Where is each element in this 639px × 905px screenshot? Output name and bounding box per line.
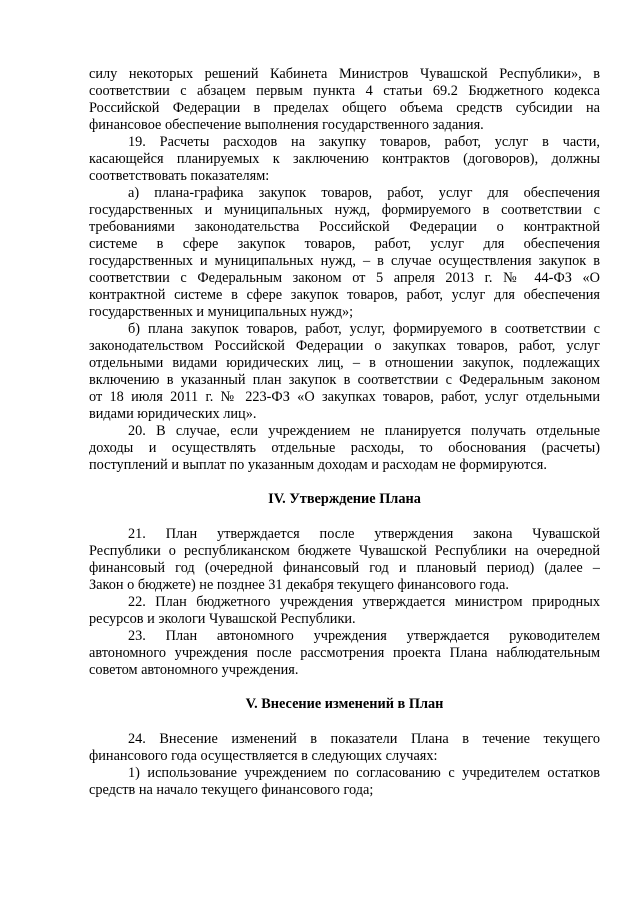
text-line: силу некоторых решений Кабинета Министров Чувашской Республики», в <box>89 66 600 82</box>
text-line: государственных и муниципальных нужд»; <box>89 304 354 320</box>
text-line: контрактной системе в сфере закупок товаров, работ, услуг для обеспечения <box>89 287 600 303</box>
text-line: 1) использование учреждением по согласованию с учредителем остатков <box>128 765 600 781</box>
text-line: соответствии с абзацем первым пункта 4 статьи 69.2 Бюджетного кодекса <box>89 83 600 99</box>
text-line: ресурсов и экологи Чувашской Республики. <box>89 611 356 627</box>
text-line: а) плана-графика закупок товаров, работ, услуг для обеспечения <box>128 185 600 201</box>
text-line: поступлений и выплат по указанным доходам и расходам не формируются. <box>89 457 547 473</box>
text-line: соответствовать показателям: <box>89 168 270 184</box>
text-line: советом автономного учреждения. <box>89 662 299 678</box>
text-line: финансовое обеспечение выполнения государственного задания. <box>89 117 484 133</box>
section-heading: IV. Утверждение Плана <box>268 491 421 507</box>
text-line: Закон о бюджете) не позднее 31 декабря текущего финансового года. <box>89 577 509 593</box>
text-line: касающейся планируемых к заключению контрактов (договоров), должны <box>89 151 600 167</box>
text-line: 23. План автономного учреждения утверждается руководителем <box>128 628 600 644</box>
text-line: Российской Федерации в пределах общего объема средств субсидии на <box>89 100 600 116</box>
text-line: финансового года осуществляется в следующих случаях: <box>89 748 438 764</box>
text-line: доходы и осуществлять отдельные расходы, то обоснования (расчеты) <box>89 440 600 456</box>
text-line: государственных и муниципальных нужд, формируемого в соответствии с <box>89 202 600 218</box>
text-line: государственных и муниципальных нужд, – в случае осуществления закупок в <box>89 253 600 269</box>
text-line: б) плана закупок товаров, работ, услуг, формируемого в соответствии с <box>128 321 600 337</box>
text-line: средств на начало текущего финансового года; <box>89 782 374 798</box>
text-line: 22. План бюджетного учреждения утверждается министром природных <box>128 594 600 610</box>
text-line: от 18 июля 2011 г. № 223-ФЗ «О закупках товаров, работ, услуг отдельными <box>89 389 600 405</box>
text-line: отдельными видами юридических лиц, – в отношении закупок, подлежащих <box>89 355 600 371</box>
text-line: видами юридических лиц». <box>89 406 257 422</box>
text-line: финансовый год (очередной финансовый год и плановый период) (далее – <box>89 560 600 576</box>
text-line: соответствии с Федеральным законом от 5 апреля 2013 г. № 44-ФЗ «О <box>89 270 600 286</box>
section-heading: V. Внесение изменений в План <box>245 696 444 712</box>
text-line: требованиями законодательства Российской Федерации о контрактной <box>89 219 600 235</box>
text-line: законодательством Российской Федерации о закупках товаров, работ, услуг <box>89 338 600 354</box>
text-line: 19. Расчеты расходов на закупку товаров, работ, услуг в части, <box>128 134 600 150</box>
text-line: системе в сфере закупок товаров, работ, услуг для обеспечения <box>89 236 600 252</box>
text-line: включению в указанный план закупок в соответствии с Федеральным законом <box>89 372 600 388</box>
text-line: 24. Внесение изменений в показатели Плана в течение текущего <box>128 731 600 747</box>
text-line: 21. План утверждается после утверждения закона Чувашской <box>128 526 600 542</box>
text-line: Республики о республиканском бюджете Чувашской Республики на очередной <box>89 543 600 559</box>
text-line: 20. В случае, если учреждением не планируется получать отдельные <box>128 423 600 439</box>
text-line: автономного учреждения после рассмотрения проекта Плана наблюдательным <box>89 645 600 661</box>
